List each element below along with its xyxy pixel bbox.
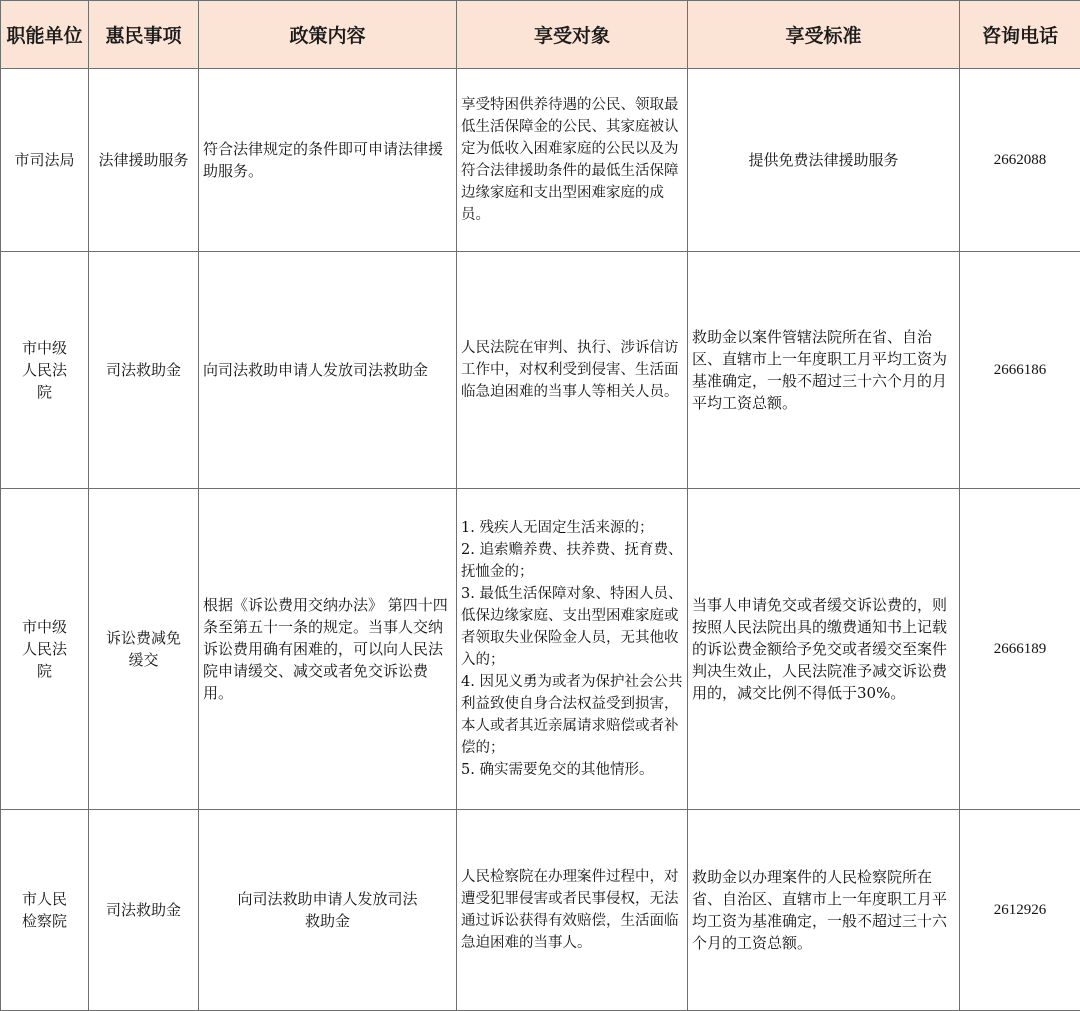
item-text: 法律援助服务 <box>93 149 194 171</box>
table-row <box>1 252 1080 489</box>
content-text: 符合法律规定的条件即可申请法律援助服务。 <box>203 138 452 182</box>
cell-standard <box>688 69 960 252</box>
cell-unit <box>1 252 89 489</box>
target-list-item: 5. 确实需要免交的其他情形。 <box>461 759 683 781</box>
cell-item <box>89 810 199 1011</box>
target-text: 享受特困供养待遇的公民、领取最低生活保障金的公民、其家庭被认定为低收入困难家庭的公民以及为符合法律援助条件的最低生活保障边缘家庭和支出型困难家庭的成员。 <box>461 94 683 226</box>
cell-content <box>199 69 457 252</box>
phone-text: 2662088 <box>964 149 1076 171</box>
unit-text: 市司法局 <box>5 149 84 171</box>
content-text: 向司法救助申请人发放司法救助金 <box>203 359 452 381</box>
cell-phone <box>960 810 1080 1011</box>
target-list-item: 3. 最低生活保障对象、特困人员、低保边缘家庭、支出型困难家庭或者领取失业保险金人员，无其他收入的； <box>461 583 683 671</box>
header-content: 政策内容 <box>199 1 457 69</box>
cell-unit <box>1 69 89 252</box>
unit-text: 市中级人民法院 <box>5 616 84 682</box>
cell-item <box>89 69 199 252</box>
cell-item <box>89 489 199 810</box>
item-text: 诉讼费减免缓交 <box>93 627 194 671</box>
phone-text: 2666189 <box>964 638 1076 660</box>
target-text: 人民法院在审判、执行、涉诉信访工作中，对权利受到侵害、生活面临急迫困难的当事人等相关人员。 <box>461 337 683 403</box>
cell-unit <box>1 810 89 1011</box>
header-row <box>1 1 1080 69</box>
cell-content <box>199 489 457 810</box>
cell-standard <box>688 810 960 1011</box>
table-row <box>1 810 1080 1011</box>
cell-standard <box>688 489 960 810</box>
header-standard: 享受标准 <box>688 1 960 69</box>
item-text: 司法救助金 <box>93 359 194 381</box>
cell-phone <box>960 69 1080 252</box>
cell-target <box>457 252 688 489</box>
header-target: 享受对象 <box>457 1 688 69</box>
standard-text: 救助金以办理案件的人民检察院所在省、自治区、直辖市上一年度职工月平均工资为基准确定，一般不超过三十六个月的工资总额。 <box>692 866 955 954</box>
table-body <box>1 69 1080 1011</box>
cell-target <box>457 69 688 252</box>
cell-target <box>457 810 688 1011</box>
standard-text: 提供免费法律援助服务 <box>692 149 955 171</box>
header-item: 惠民事项 <box>89 1 199 69</box>
table-header <box>1 1 1080 69</box>
cell-unit <box>1 489 89 810</box>
unit-text: 市中级人民法院 <box>5 337 84 403</box>
item-text: 司法救助金 <box>93 899 194 921</box>
phone-text: 2666186 <box>964 359 1076 381</box>
target-text: 人民检察院在办理案件过程中，对遭受犯罪侵害或者民事侵权，无法通过诉讼获得有效赔偿，生活面临急迫困难的当事人。 <box>461 866 683 954</box>
cell-content <box>199 252 457 489</box>
target-list-item: 4. 因见义勇为或者为保护社会公共利益致使自身合法权益受到损害，本人或者其近亲属请求赔偿或者补偿的； <box>461 671 683 759</box>
header-unit: 职能单位 <box>1 1 89 69</box>
cell-phone <box>960 489 1080 810</box>
cell-content <box>199 810 457 1011</box>
table-row <box>1 69 1080 252</box>
header-phone: 咨询电话 <box>960 1 1080 69</box>
target-list-item: 1. 残疾人无固定生活来源的； <box>461 517 683 539</box>
cell-item <box>89 252 199 489</box>
cell-standard <box>688 252 960 489</box>
target-list-item: 2. 追索赡养费、扶养费、抚育费、抚恤金的； <box>461 539 683 583</box>
cell-target <box>457 489 688 810</box>
standard-text: 救助金以案件管辖法院所在省、自治区、直辖市上一年度职工月平均工资为基准确定，一般不超过三十六个月的月平均工资总额。 <box>692 326 955 414</box>
content-text: 根据《诉讼费用交纳办法》 第四十四条至第五十一条的规定。当事人交纳诉讼费用确有困难的，可以向人民法院申请缓交、减交或者免交诉讼费用。 <box>203 594 452 704</box>
table-row <box>1 489 1080 810</box>
standard-text: 当事人申请免交或者缓交诉讼费的，则按照人民法院出具的缴费通知书上记载的诉讼费金额给予免交或者缓交至案件判决生效止，人民法院准予减交诉讼费用的，减交比例不得低于30%。 <box>692 594 955 704</box>
phone-text: 2612926 <box>964 899 1076 921</box>
unit-text: 市人民检察院 <box>5 888 84 932</box>
content-text: 向司法救助申请人发放司法救助金 <box>203 888 452 932</box>
cell-phone <box>960 252 1080 489</box>
